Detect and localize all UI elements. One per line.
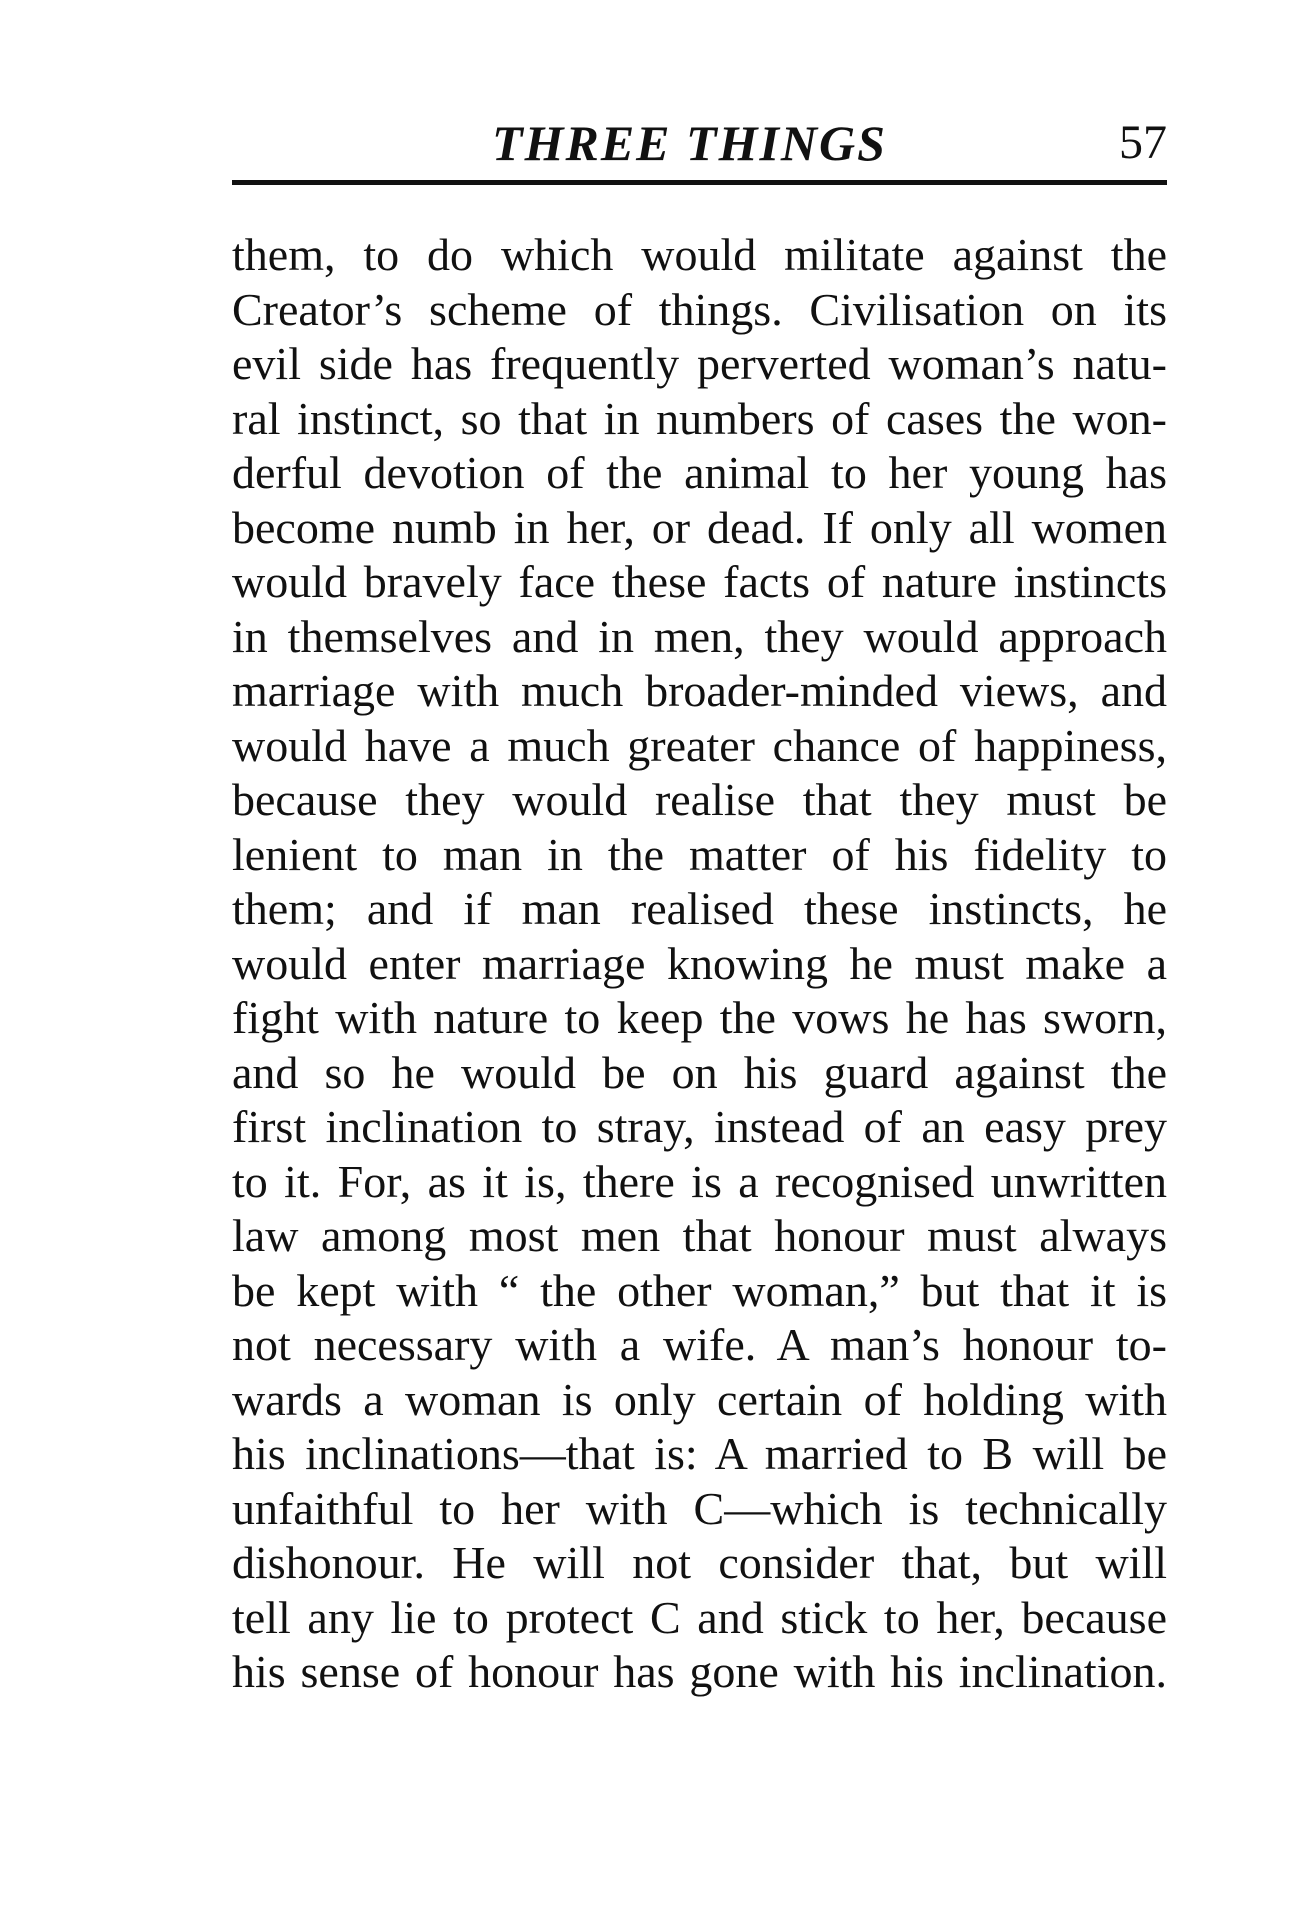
text-line: dishonour. He will not consider that, but will <box>232 1537 1167 1588</box>
text-line: derful devotion of the animal to her young has <box>232 447 1167 498</box>
text-line: Creator’s scheme of things. Civilisation on its <box>232 283 1167 335</box>
text-line: law among most men that honour must always <box>232 1210 1167 1261</box>
text-line: unfaithful to her with C—which is technically <box>232 1482 1167 1534</box>
text-line: marriage with much broader-minded views, and <box>232 665 1167 716</box>
running-title: THREE THINGS <box>492 115 887 171</box>
text-line: lenient to man in the matter of his fidelity to <box>232 828 1167 880</box>
text-line: his inclinations—that is: A married to B will be <box>232 1428 1167 1479</box>
text-line: wards a woman is only certain of holding with <box>232 1373 1167 1425</box>
text-line: would bravely face these facts of nature instincts <box>232 556 1167 607</box>
page-number: 57 <box>1119 116 1167 169</box>
text-line: evil side has frequently perverted woman’s natu- <box>232 338 1167 389</box>
text-line: his sense of honour has gone with his inclination. <box>232 1646 1167 1697</box>
text-line: would enter marriage knowing he must make a <box>232 937 1167 989</box>
text-line: ral instinct, so that in numbers of cases the won- <box>232 392 1167 444</box>
text-line: would have a much greater chance of happiness, <box>232 719 1167 771</box>
text-line: to it. For, as it is, there is a recognised unwritten <box>232 1155 1167 1207</box>
text-line: become numb in her, or dead. If only all women <box>232 501 1167 553</box>
text-line: and so he would be on his guard against the <box>232 1046 1167 1098</box>
text-line: fight with nature to keep the vows he has sworn, <box>232 992 1167 1043</box>
text-line: not necessary with a wife. A man’s honour to- <box>232 1319 1167 1370</box>
text-line: tell any lie to protect C and stick to her, because <box>232 1591 1167 1643</box>
text-line: because they would realise that they must be <box>232 774 1167 825</box>
text-line: first inclination to stray, instead of an easy prey <box>232 1101 1167 1152</box>
header-rule <box>232 180 1167 185</box>
running-head <box>232 112 1167 174</box>
text-line: them, to do which would militate against the <box>232 229 1167 280</box>
body-text <box>232 228 1167 1700</box>
text-line: be kept with “ the other woman,” but that it is <box>232 1264 1167 1316</box>
text-line: them; and if man realised these instincts, he <box>232 883 1167 934</box>
text-line: in themselves and in men, they would approach <box>232 610 1167 662</box>
